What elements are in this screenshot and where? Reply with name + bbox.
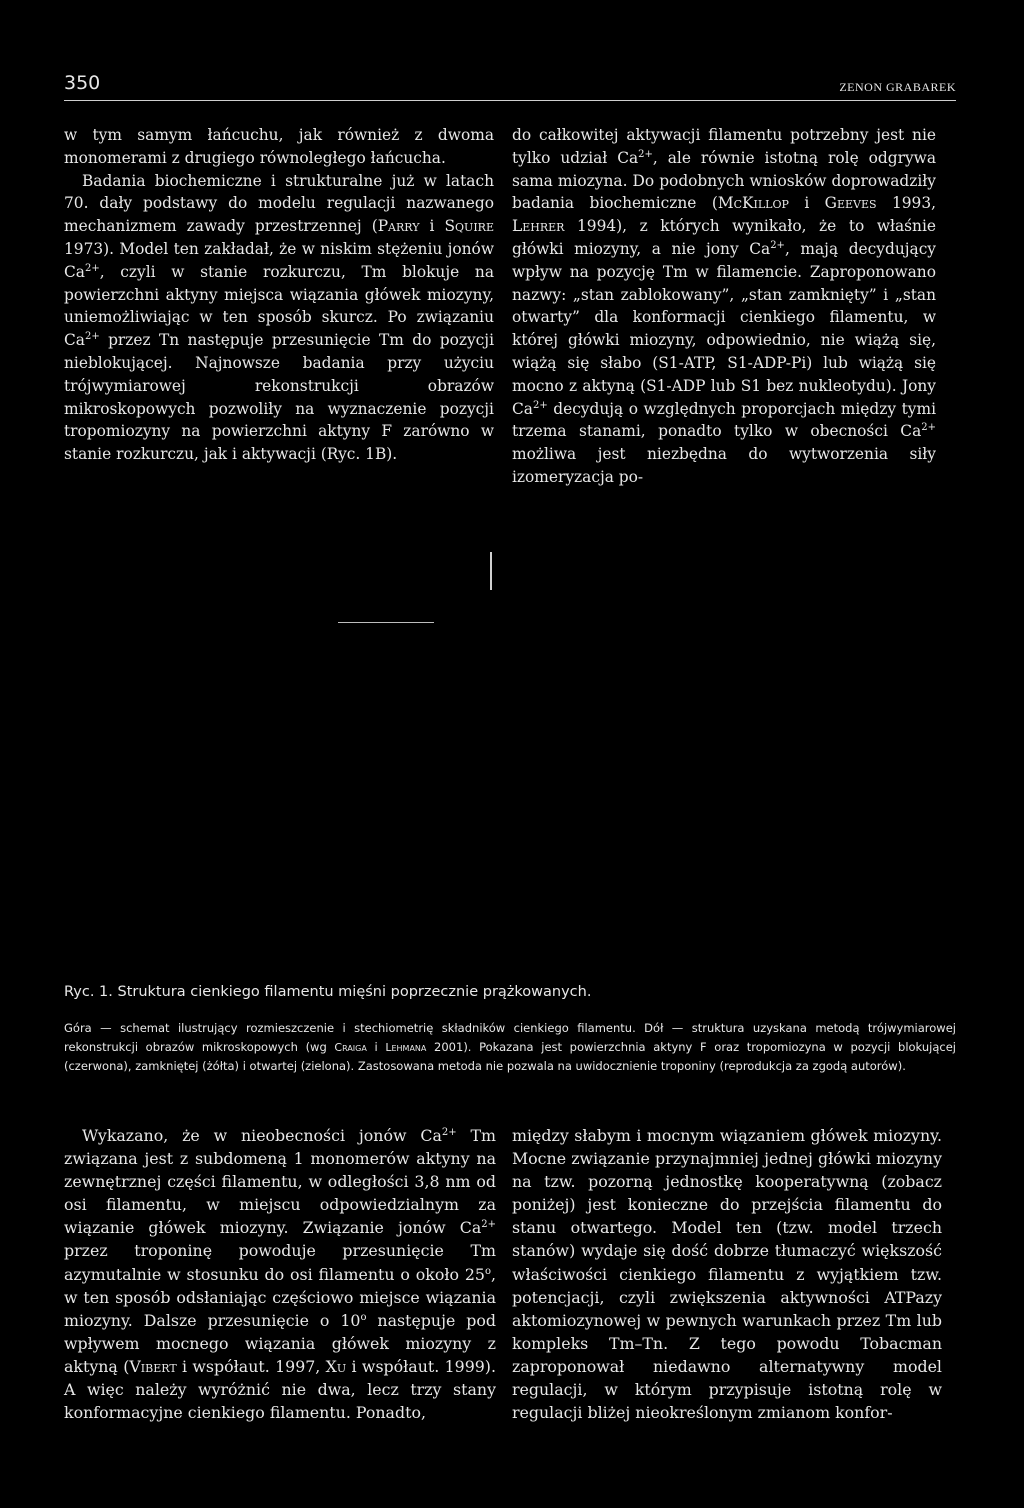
text-span: Wykazano, że w nieobecności jonów Ca bbox=[82, 1126, 442, 1145]
text-span: 2001). Pokazana jest powierzchnia aktyny F oraz tropomiozyna w pozycji blokującej (czerwona), zamkniętej (żółta) i otwartej (zielona). Zastosowana metoda nie pozwala na uwidocznienie troponiny (reprodukcja za zgodą autorów). bbox=[64, 1040, 956, 1073]
paragraph bbox=[512, 1124, 942, 1424]
citation-author: Parry bbox=[377, 217, 420, 236]
text-column-bottom-left bbox=[64, 1124, 496, 1424]
text-span: i bbox=[419, 217, 445, 236]
figure-caption-body bbox=[64, 1019, 956, 1076]
figure-mark bbox=[338, 622, 434, 623]
text-column-bottom-right bbox=[512, 1124, 942, 1424]
text-span: 1973). Model ten zakładał, że w niskim stężeniu jonów Ca bbox=[64, 239, 494, 281]
text-column-top-right bbox=[512, 124, 936, 489]
figure-mark bbox=[490, 552, 492, 590]
text-span: 1994), z których wynikało, że to właśnie główki miozyny, a nie jony Ca bbox=[512, 217, 936, 258]
text-span: , czyli w stanie rozkurczu, Tm blokuje na powierzchni aktyny miejsca wiązania główek miozyny, uniemożliwiając w ten sposób skurcz. Po związaniu Ca bbox=[64, 262, 494, 350]
superscript: 2+ bbox=[532, 399, 548, 411]
text-span: , w ten sposób odsłaniając częściowo miejsce wiązania miozyny. Dalsze przesunięcie o 10 bbox=[64, 1264, 496, 1330]
text-column-top-left bbox=[64, 124, 494, 466]
running-head: ZENON GRABAREK bbox=[839, 80, 956, 94]
superscript: 2+ bbox=[770, 239, 785, 251]
text-span: możliwa jest niezbędna do wytworzenia siły izomeryzacja po- bbox=[512, 445, 936, 486]
page-number: 350 bbox=[64, 72, 101, 94]
citation-author: Xu bbox=[325, 1356, 347, 1376]
superscript: 2+ bbox=[84, 262, 100, 274]
text-span: i współaut. 1997, bbox=[176, 1356, 326, 1376]
text-span: , mają decydujący wpływ na pozycję Tm w filamencie. Zaproponowano nazwy: „stan zablokowany”, „stan zamknięty” i „stan otwarty” dla konformacji cienkiego filamentu, w której główki miozyny, odpowiednio, nie wiążą się, wiążą się słabo (S1-ATP, S1-ADP-Pi) lub wiążą się mocno z aktyną (S1-ADP lub S1 bez nukleotydu). Jony Ca bbox=[512, 239, 937, 418]
text-span: Góra — schemat ilustrujący rozmieszczenie i stechiometrię składników cienkiego filamentu. Dół — struktura uzyskana metodą trójwymiarowej rekonstrukcji obrazów mikroskopowych (wg bbox=[64, 1021, 956, 1054]
superscript: o bbox=[484, 1265, 491, 1277]
citation-author: Lehrer bbox=[512, 217, 565, 236]
text-span: i współaut. 1999). A więc należy wyróżnić nie dwa, lecz trzy stany konformacyjne cienkiego filamentu. Ponadto, bbox=[64, 1356, 496, 1423]
text-span: , ale równie istotną rolę odgrywa sama miozyna. Do podobnych wniosków doprowadziły badania biochemiczne ( bbox=[512, 148, 936, 213]
text-span: do całkowitej aktywacji filamentu potrzebny jest nie tylko udział Ca bbox=[512, 126, 936, 167]
superscript: 2+ bbox=[441, 1127, 457, 1138]
paragraph bbox=[64, 170, 494, 466]
paragraph-text: w tym samym łańcuchu, jak również z dwoma monomerami z drugiego równoległego łańcucha. bbox=[64, 126, 494, 167]
superscript: o bbox=[360, 1311, 367, 1323]
superscript: 2+ bbox=[921, 422, 936, 434]
figure-image bbox=[64, 530, 956, 970]
paragraph bbox=[512, 124, 936, 489]
page-header bbox=[64, 72, 956, 101]
paragraph bbox=[64, 124, 494, 170]
superscript: 2+ bbox=[638, 148, 653, 160]
citation-author: Craiga bbox=[334, 1041, 367, 1054]
superscript: 2+ bbox=[481, 1219, 496, 1231]
text-span: i bbox=[788, 194, 825, 213]
text-span: Badania biochemiczne i strukturalne już w latach 70. dały podstawy do modelu regulacji nazwanego mechanizmem zawady przestrzennej ( bbox=[64, 171, 494, 236]
citation-author: McKillop bbox=[717, 194, 789, 213]
paragraph bbox=[64, 1124, 496, 1424]
text-span: i bbox=[366, 1040, 386, 1054]
superscript: 2+ bbox=[84, 331, 100, 343]
text-span: decydują o względnych proporcjach między tymi trzema stanami, ponadto tylko w obecności Ca bbox=[512, 399, 936, 441]
text-span: przez Tn następuje przesunięcie Tm do pozycji nieblokującej. Najnowsze badania przy użyciu trójwymiarowej rekonstrukcji obrazów mikroskopowych pozwoliły na wyznaczenie pozycji tropomiozyny na powierzchni aktyny F zarówno w stanie rozkurczu, jak i aktywacji (Ryc. 1B). bbox=[64, 331, 494, 464]
figure-caption-title: Ryc. 1. Struktura cienkiego filamentu mięśni poprzecznie prążkowanych. bbox=[64, 984, 592, 1000]
citation-author: Squire bbox=[444, 217, 494, 236]
citation-author: Lehmana bbox=[385, 1041, 427, 1054]
citation-author: Geeves bbox=[824, 194, 877, 213]
text-span: przez troponinę powoduje przesunięcie Tm azymutalnie w stosunku do osi filamentu o około 25 bbox=[64, 1241, 496, 1284]
text-span: 1993, bbox=[876, 194, 936, 213]
citation-author: Vibert bbox=[129, 1356, 177, 1376]
text-span: następuje pod wpływem mocnego wiązania główek miozyny z aktyną ( bbox=[64, 1310, 496, 1376]
paragraph-text: między słabym i mocnym wiązaniem główek miozyny. Mocne związanie przynajmniej jednej główki miozyny na tzw. pozorną jednostkę kooperatywną (zobacz poniżej) jest konieczne do przejścia filamentu do stanu otwartego. Model ten (tzw. model trzech stanów) wydaje się dość dobrze tłumaczyć większość właściwości cienkiego filamentu z wyjątkiem tzw. potencjacji, czyli zwiększenia aktywności ATPazy aktomiozynowej w pewnych warunkach przez Tm lub kompleks Tm–Tn. Z tego powodu Tobacman zaproponował niedawno alternatywny model regulacji, w którym przypisuje istotną rolę w regulacji bliżej nieokreślonym zmianom konfor- bbox=[512, 1126, 942, 1423]
text-span: Tm związana jest z subdomeną 1 monomerów aktyny na zewnętrznej części filamentu, w odległości 3,8 nm od osi filamentu, w miejscu odpowiedzialnym za wiązanie główek miozyny. Związanie jonów Ca bbox=[64, 1126, 496, 1238]
